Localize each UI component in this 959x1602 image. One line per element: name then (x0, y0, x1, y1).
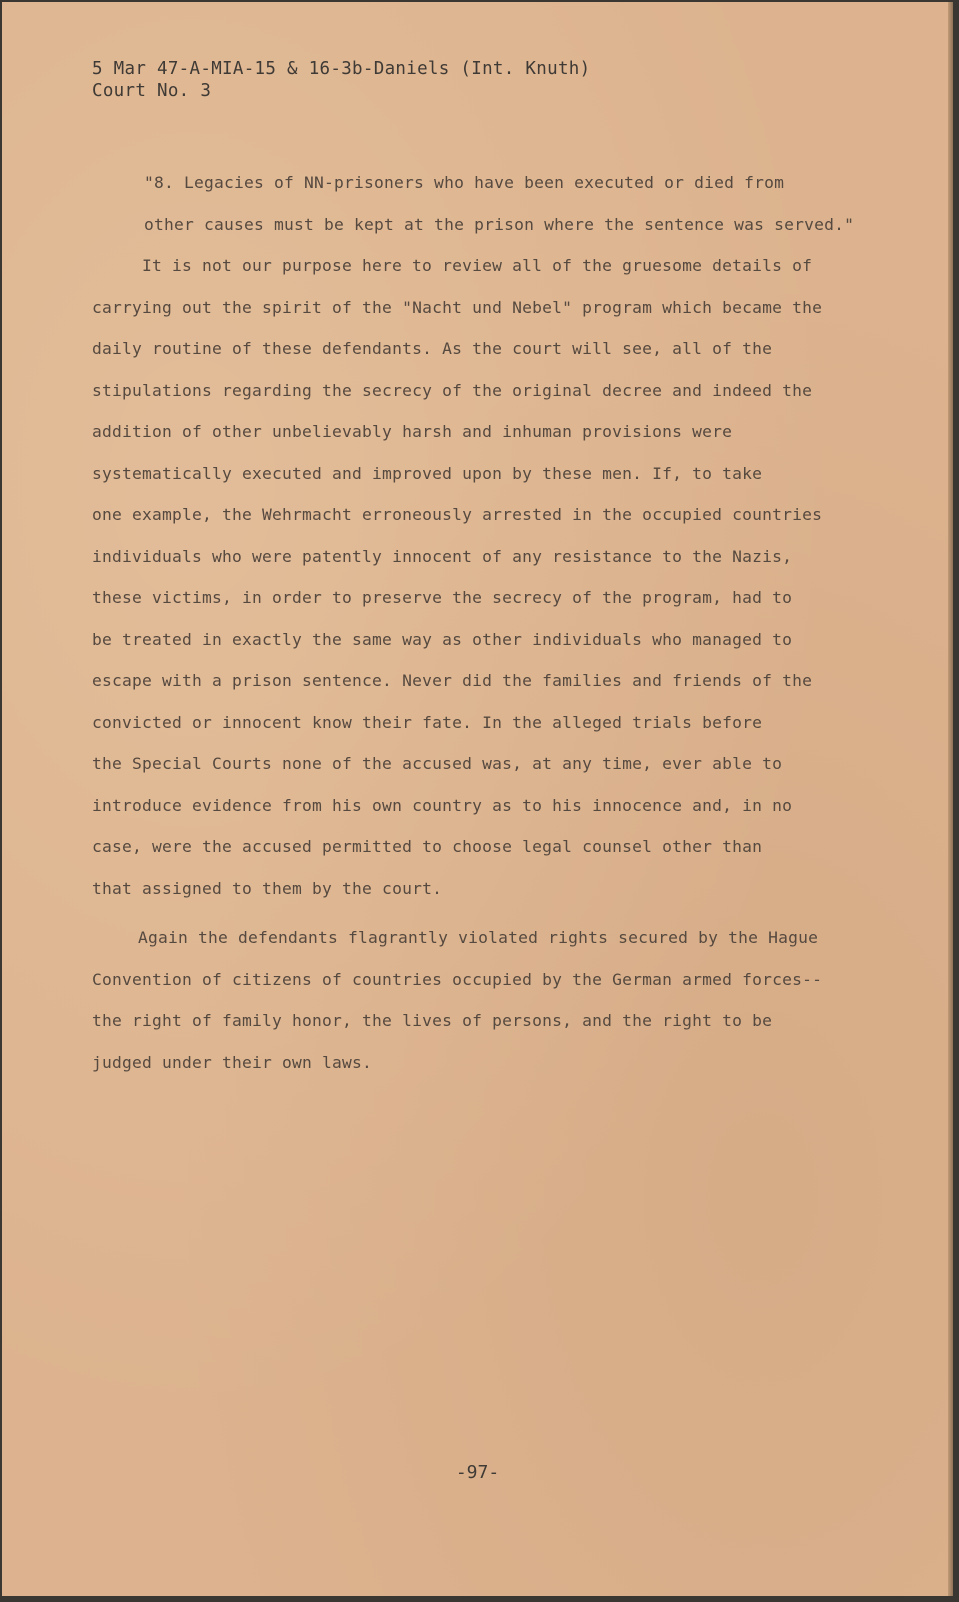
text-line: the right of family honor, the lives of persons, and the right to be (92, 1011, 773, 1030)
text-line: that assigned to them by the court. (92, 878, 443, 898)
text-line: be treated in exactly the same way as other individuals who managed to (92, 629, 793, 649)
text-line: daily routine of these defendants. As the court will see, all of the (92, 339, 773, 358)
text-line: Again the defendants flagrantly violated rights secured by the Hague (138, 928, 819, 947)
text-line: these victims, in order to preserve the secrecy of the program, had to (92, 588, 793, 607)
text-line: systematically executed and improved upon by these men. If, to take (92, 463, 763, 483)
document-page (2, 2, 953, 1596)
text-line: case, were the accused permitted to choose legal counsel other than (92, 837, 763, 856)
text-line: Convention of citizens of countries occupied by the German armed forces-- (92, 969, 823, 989)
page-number: -97- (455, 1462, 500, 1483)
text-line: convicted or innocent know their fate. In the alleged trials before (92, 712, 763, 732)
text-line: addition of other unbelievably harsh and inhuman provisions were (92, 422, 733, 441)
text-line: introduce evidence from his own country as to his innocence and, in no (92, 795, 793, 815)
text-line: "8. Legacies of NN-prisoners who have been executed or died from (144, 173, 785, 192)
paragraph-hague-convention (92, 917, 852, 1083)
header-court-line: Court No. 3 (92, 81, 212, 101)
text-line: stipulations regarding the secrecy of the original decree and indeed the (92, 380, 813, 400)
text-line: the Special Courts none of the accused was, at any time, ever able to (92, 754, 783, 773)
text-line: one example, the Wehrmacht erroneously arrested in the occupied countries (92, 505, 823, 524)
page-edge (948, 2, 953, 1596)
text-line: carrying out the spirit of the "Nacht und Nebel" program which became the (92, 297, 823, 317)
text-line: judged under their own laws. (92, 1052, 373, 1072)
document-header (92, 58, 590, 102)
header-reference-line: 5 Mar 47-A-MIA-15 & 16-3b-Daniels (Int. Knuth) (92, 59, 591, 79)
paragraph-quoted-item-8 (92, 162, 855, 245)
document-body (92, 162, 855, 1083)
text-line: It is not our purpose here to review all of the gruesome details of (142, 256, 813, 275)
text-line: other causes must be kept at the prison where the sentence was served." (144, 214, 855, 234)
text-line: individuals who were patently innocent of any resistance to the Nazis, (92, 546, 793, 566)
paragraph-nacht-und-nebel (92, 245, 852, 909)
text-line: escape with a prison sentence. Never did the families and friends of the (92, 671, 813, 690)
